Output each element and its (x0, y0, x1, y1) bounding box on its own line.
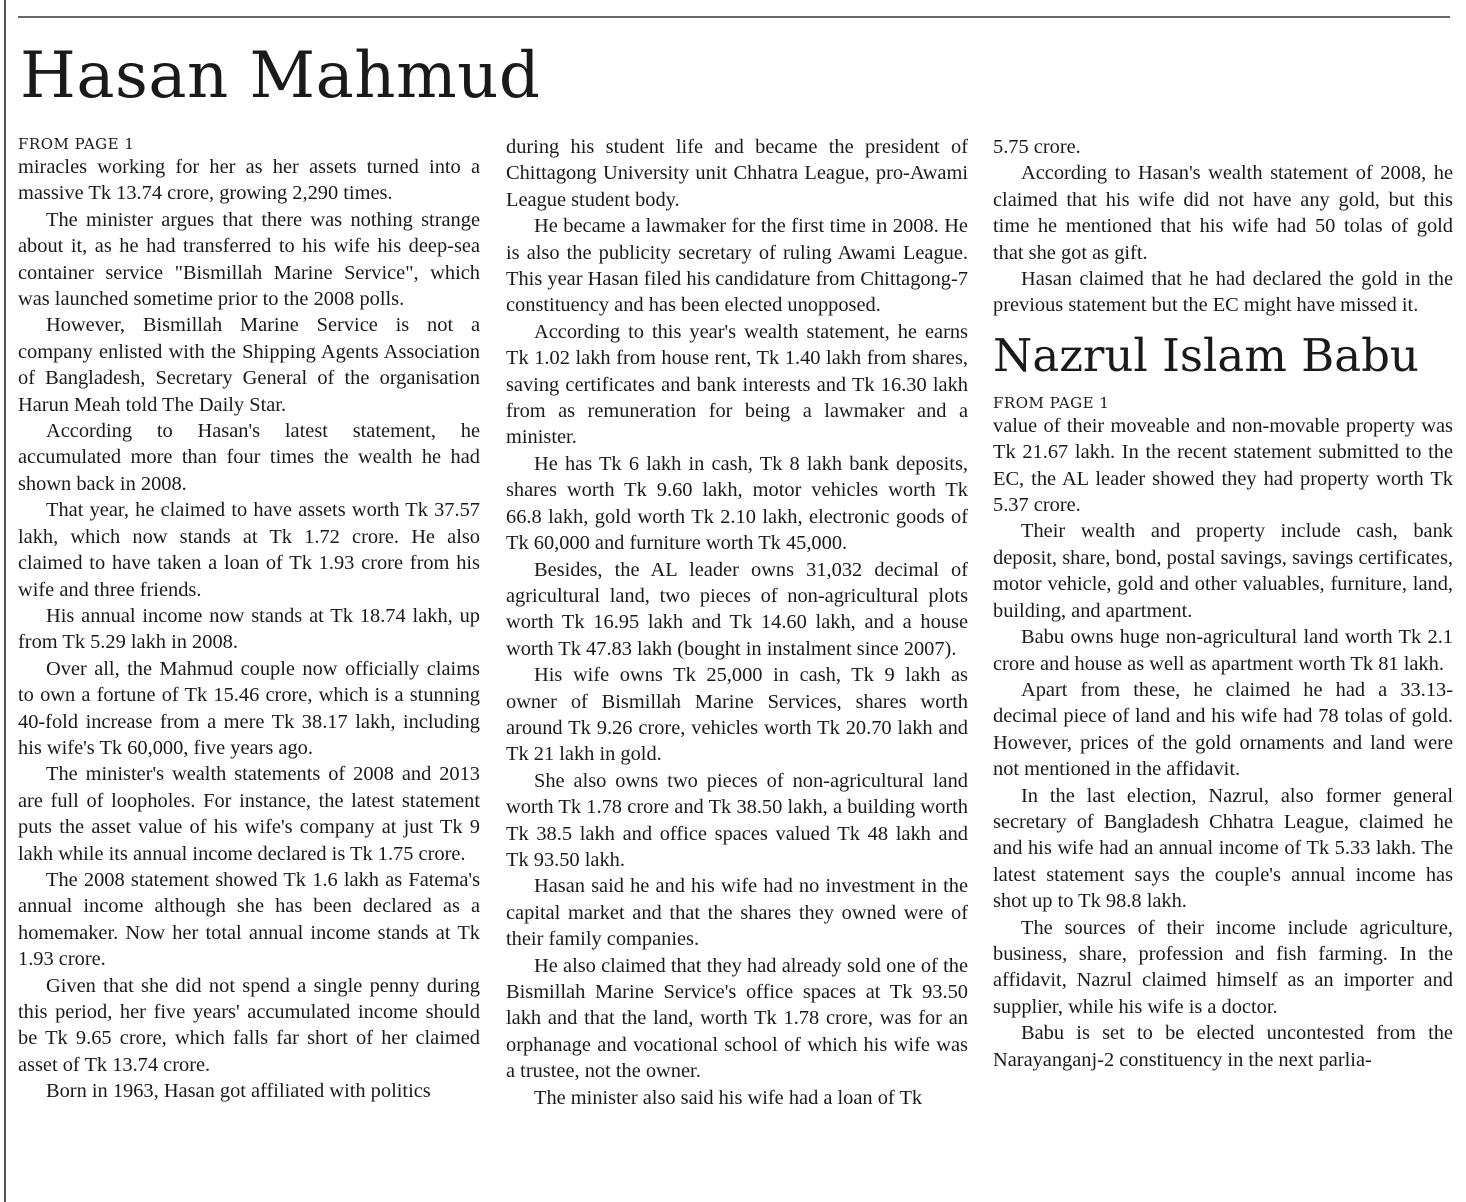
paragraph: Given that she did not spend a single penny during this period, her five years' accumulated income should be Tk 9.65 crore, which falls far short of her claimed asset of Tk 13.74 crore. (18, 974, 480, 1076)
paragraph: According to Hasan's wealth statement of 2008, he claimed that his wife did not have any gold, but this time he mentioned that his wife had 50 tolas of gold that she got as gift. (993, 162, 1453, 264)
paragraph: Hasan claimed that he had declared the gold in the previous statement but the EC might have missed it. (993, 268, 1453, 317)
paragraph: miracles working for her as her assets turned into a massive Tk 13.74 crore, growing 2,290 times. (18, 156, 480, 205)
paragraph: Hasan said he and his wife had no investment in the capital market and that the shares they owned were of their family companies. (506, 875, 968, 951)
paragraph: His wife owns Tk 25,000 in cash, Tk 9 lakh as owner of Bismillah Marine Services, shares worth around Tk 9.26 crore, vehicles worth Tk 20.70 lakh and Tk 21 lakh in gold. (506, 664, 968, 766)
paragraph: The sources of their income include agriculture, business, share, profession and fish farming. In the affidavit, Nazrul claimed himself as an importer and supplier, while his wife is a doctor. (993, 916, 1453, 1018)
paragraph: The minister also said his wife had a loan of Tk (534, 1086, 923, 1109)
article-column-2 (506, 134, 968, 1202)
article-column-1 (18, 134, 480, 1202)
paragraph: His annual income now stands at Tk 18.74 lakh, up from Tk 5.29 lakh in 2008. (18, 604, 480, 654)
paragraph: She also owns two pieces of non-agricultural land worth Tk 1.78 crore and Tk 38.50 lakh, a building worth Tk 38.5 lakh and office spaces valued Tk 48 lakh and Tk 93.50 lakh. (506, 769, 968, 871)
paragraph: The 2008 statement showed Tk 1.6 lakh as Fatema's annual income although she has been declared as a homemaker. Now her total annual income stands at Tk 1.93 crore. (18, 868, 480, 971)
paragraph: during his student life and became the president of Chittagong University unit Chhatra League, pro-Awami League student body. (506, 136, 968, 211)
paragraph: Apart from these, he claimed he had a 33.13-decimal piece of land and his wife had 78 tolas of gold. However, prices of the gold ornaments and land were not mentioned in the affidavit. (993, 678, 1453, 781)
headline-nazrul-islam-babu: Nazrul Islam Babu (993, 328, 1419, 382)
paragraph: Babu owns huge non-agricultural land worth Tk 2.1 crore and house as well as apartment worth Tk 81 lakh. (993, 626, 1453, 675)
paragraph: value of their moveable and non-movable property was Tk 21.67 lakh. In the recent statement submitted to the EC, the AL leader showed they had property worth Tk 5.37 crore. (993, 414, 1453, 517)
paragraph: He also claimed that they had already sold one of the Bismillah Marine Service's office spaces at Tk 93.50 lakh and that the land, worth Tk 1.78 crore, was for an orphanage and vocational school of which his wife was a trustee, not the owner. (506, 954, 968, 1083)
paragraph: However, Bismillah Marine Service is not a company enlisted with the Shipping Agents Association of Bangladesh, Secretary General of the organisation Harun Meah told The Daily Star. (18, 314, 480, 416)
headline-hasan-mahmud: Hasan Mahmud (20, 39, 541, 113)
paragraph: Besides, the AL leader owns 31,032 decimal of agricultural land, two pieces of non-agricultural plots worth Tk 16.95 lakh and Tk 14.60 lakh, and a house worth Tk 47.83 lakh (bought in instalment since 2007). (506, 558, 968, 660)
paragraph: That year, he claimed to have assets worth Tk 37.57 lakh, which now stands at Tk 1.72 crore. He also claimed to have taken a loan of Tk 1.93 crore from his wife and three friends. (18, 499, 480, 601)
paragraph: According to this year's wealth statement, he earns Tk 1.02 lakh from house rent, Tk 1.40 lakh from shares, saving certificates and bank interests and Tk 16.30 lakh from as remuneration for being a lawmaker and a minister. (506, 320, 968, 449)
paragraph: According to Hasan's latest statement, he accumulated more than four times the wealth he had shown back in 2008. (18, 420, 480, 495)
kicker-from-page-1: FROM PAGE 1 (18, 135, 135, 153)
article-column-3 (993, 134, 1453, 1202)
paragraph: 5.75 crore. (993, 136, 1081, 158)
paragraph: Their wealth and property include cash, bank deposit, share, bond, postal savings, savings certificates, motor vehicle, gold and other valuables, furniture, land, building, and apartment. (993, 520, 1453, 622)
paragraph: The minister's wealth statements of 2008 and 2013 are full of loopholes. For instance, the latest statement puts the asset value of his wife's company at just Tk 9 lakh while its annual income declared is Tk 1.75 crore. (18, 763, 480, 865)
paragraph: Babu is set to be elected uncontested from the Narayanganj-2 constituency in the next parlia- (993, 1022, 1453, 1071)
page-left-rule (4, 0, 6, 1202)
paragraph: Born in 1963, Hasan got affiliated with politics (46, 1080, 431, 1103)
paragraph: He has Tk 6 lakh in cash, Tk 8 lakh bank deposits, shares worth Tk 9.60 lakh, motor vehicles worth Tk 66.8 lakh, gold worth Tk 2.10 lakh, electronic goods of Tk 60,000 and furniture worth Tk 45,000. (506, 452, 968, 555)
paragraph: He became a lawmaker for the first time in 2008. He is also the publicity secretary of ruling Awami League. This year Hasan filed his candidature from Chittagong-7 constituency and has been elected unopposed. (506, 215, 968, 317)
page-top-rule (18, 16, 1450, 18)
paragraph: Over all, the Mahmud couple now officially claims to own a fortune of Tk 15.46 crore, which is a stunning 40-fold increase from a mere Tk 38.17 lakh, including his wife's Tk 60,000, five years ago. (18, 657, 480, 759)
paragraph: The minister argues that there was nothing strange about it, as he had transferred to his wife his deep-sea container service "Bismillah Marine Service", which was launched sometime prior to the 2008 polls. (18, 208, 480, 311)
paragraph: In the last election, Nazrul, also former general secretary of Bangladesh Chhatra League, claimed he and his wife had an annual income of Tk 5.33 lakh. The latest statement says the couple's annual income has shot up to Tk 98.8 lakh. (993, 784, 1453, 913)
kicker-from-page-1: FROM PAGE 1 (993, 393, 1110, 412)
